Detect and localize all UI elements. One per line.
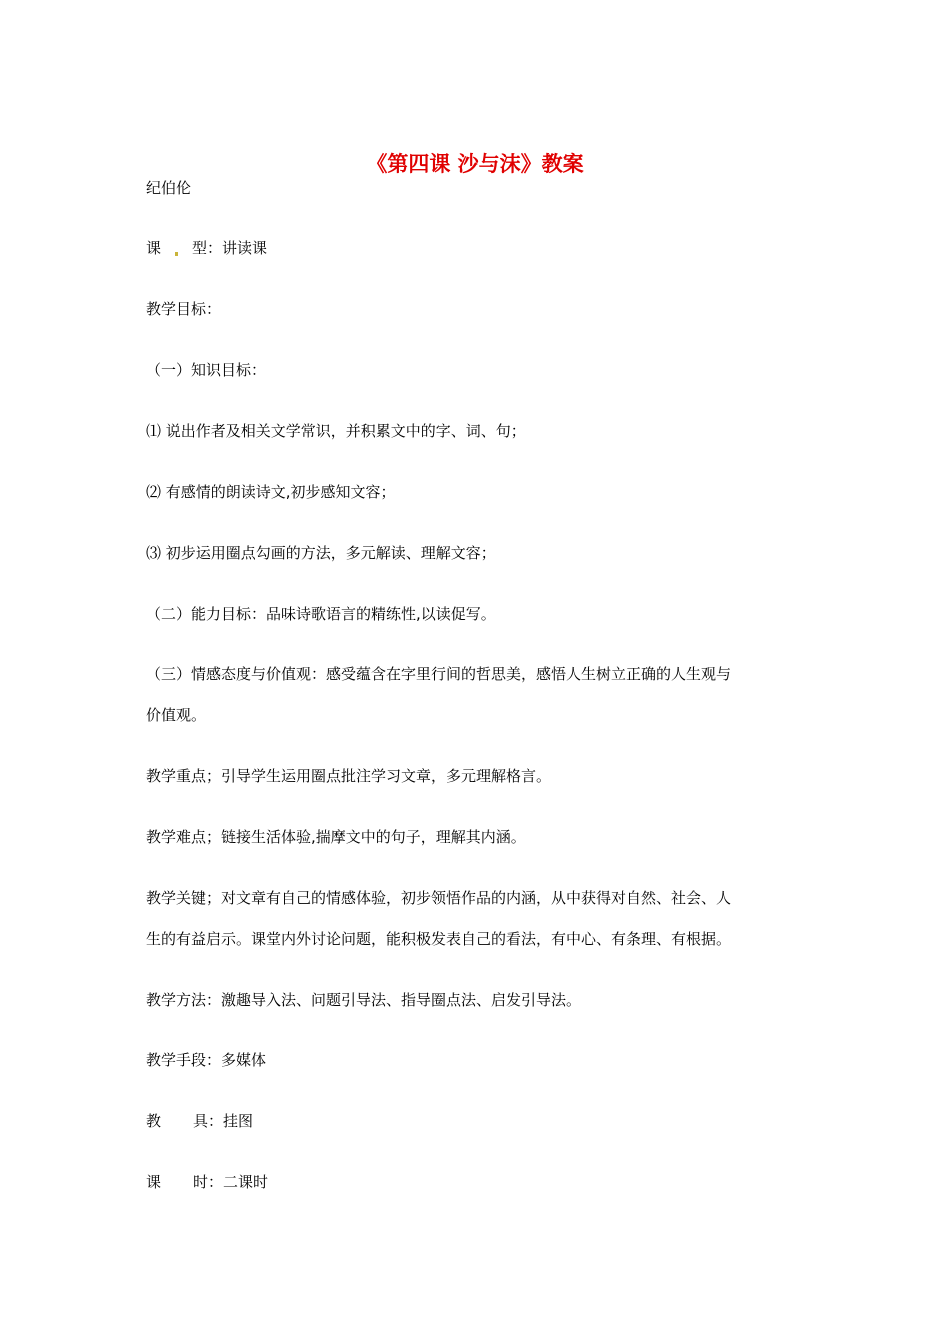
teaching-crux-line-2: 生的有益启示。课堂内外讨论问题，能积极发表自己的看法，有中心、有条理、有根据。 <box>146 930 732 948</box>
teaching-means: 教学手段：多媒体 <box>146 1051 267 1069</box>
knowledge-item-1: ⑴ 说出作者及相关文学常识，并积累文中的字、词、句； <box>146 422 526 440</box>
hours-value: 二课时 <box>223 1173 269 1191</box>
document-title: 《第四课 沙与沫》教案 <box>366 152 584 176</box>
tools-value: 挂图 <box>223 1112 254 1130</box>
objectives-heading: 教学目标： <box>146 300 222 318</box>
hours-label-b: 时： <box>193 1173 224 1191</box>
mark-dot-icon <box>175 252 178 256</box>
teaching-tools-line <box>146 1111 253 1131</box>
knowledge-item-2: ⑵ 有感情的朗读诗文,初步感知文容； <box>146 483 396 501</box>
teaching-key-point: 教学重点；引导学生运用圈点批注学习文章，多元理解格言。 <box>146 767 552 785</box>
teaching-crux-line-1: 教学关键；对文章有自己的情感体验，初步领悟作品的内涵，从中获得对自然、社会、人 <box>146 889 732 907</box>
emotion-objective-line-1: （三）情感态度与价值观：感受蕴含在字里行间的哲思美，感悟人生树立正确的人生观与 <box>146 665 732 683</box>
author-line: 纪伯伦 <box>146 179 192 197</box>
ability-objective: （二）能力目标：品味诗歌语言的精练性,以读促写。 <box>146 605 496 623</box>
hours-label-a: 课 <box>146 1173 162 1191</box>
tools-label-a: 教 <box>146 1112 162 1130</box>
lesson-type-label-b: 型： <box>192 239 223 257</box>
class-hours-line <box>146 1172 268 1192</box>
lesson-type-value: 讲读课 <box>222 239 268 257</box>
knowledge-heading: （一）知识目标： <box>146 361 267 379</box>
lesson-type-label-a: 课 <box>146 239 162 257</box>
lesson-type-line <box>146 238 267 258</box>
teaching-difficulty: 教学难点；链接生活体验,揣摩文中的句子，理解其内涵。 <box>146 828 526 846</box>
emotion-objective-line-2: 价值观。 <box>146 706 207 724</box>
teaching-methods: 教学方法：激趣导入法、问题引导法、指导圈点法、启发引导法。 <box>146 991 582 1009</box>
tools-label-b: 具： <box>193 1112 224 1130</box>
knowledge-item-3: ⑶ 初步运用圈点勾画的方法，多元解读、理解文容； <box>146 544 496 562</box>
